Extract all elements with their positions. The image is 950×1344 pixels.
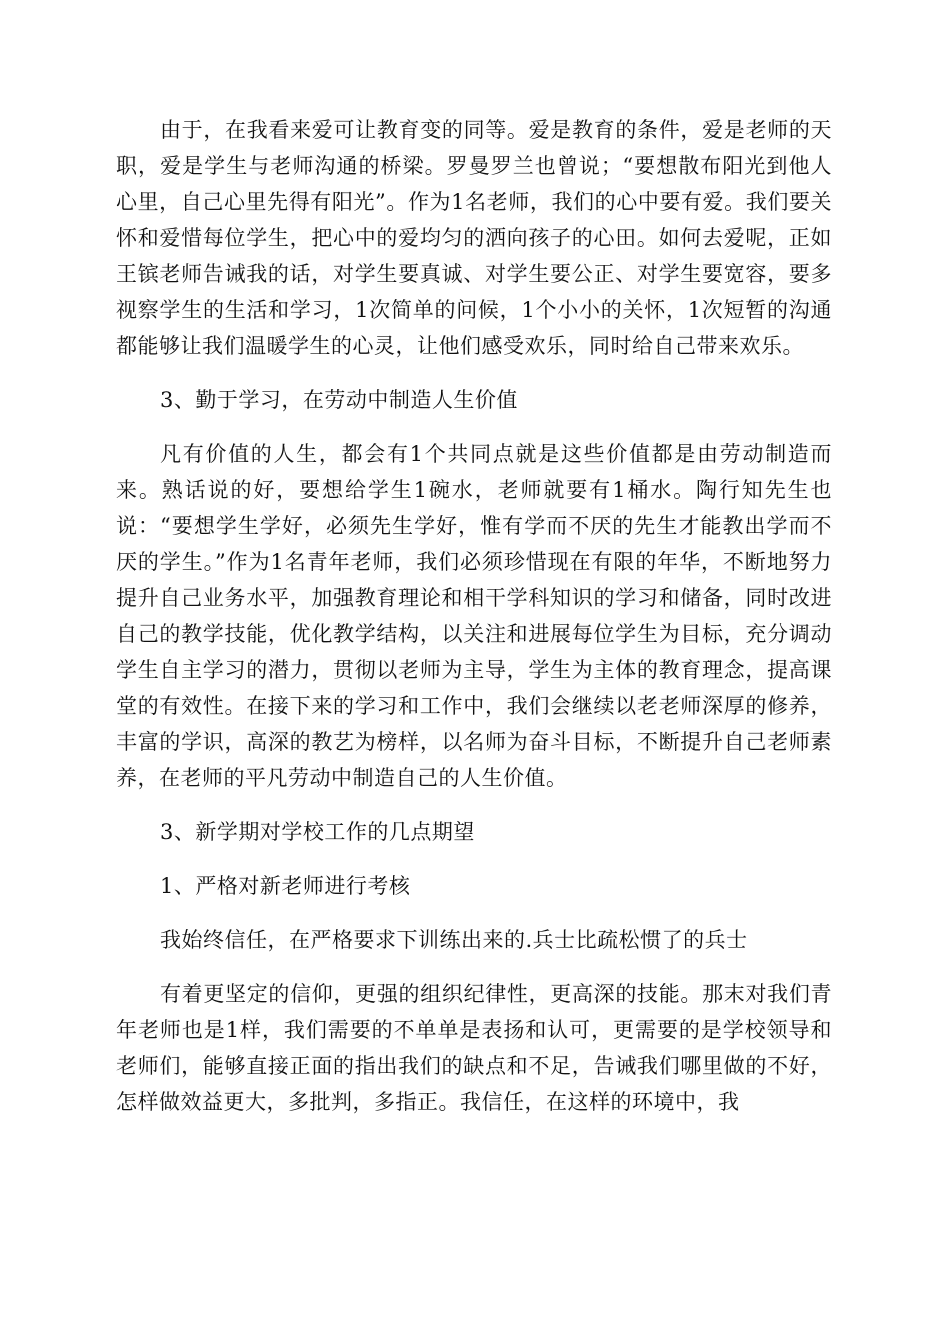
paragraph-love-in-education: 由于，在我看来爱可让教育变的同等。爱是教育的条件，爱是老师的天职，爱是学生与老师沟通的桥梁。罗曼罗兰也曾说；“要想散布阳光到他人心里，自己心里先得有阳光”。作为1名老师，我们的心中要有爱。我们要关怀和爱惜每位学生，把心中的爱均匀的洒向孩子的心田。如何去爱呢，正如王镔老师告诫我的话，对学生要真诚、对学生要公正、对学生要宽容，要多视察学生的生活和学习，1次简单的问候，1个小小的关怀，1次短暂的沟通都能够让我们温暖学生的心灵，让他们感受欢乐，同时给自己带来欢乐。 xyxy=(116,118,832,358)
section-heading-diligent-learning: 3、勤于学习，在劳动中制造人生价值 xyxy=(160,388,518,412)
section-heading-new-semester-expectations: 3、新学期对学校工作的几点期望 xyxy=(160,820,475,844)
document-body xyxy=(116,112,832,1120)
paragraph-criticism-and-guidance: 有着更坚定的信仰，更强的组织纪律性，更高深的技能。那末对我们青年老师也是1样，我们需要的不单单是表扬和认可，更需要的是学校领导和老师们，能够直接正面的指出我们的缺点和不足，告诫我们哪里做的不好，怎样做效益更大，多批判，多指正。我信任，在这样的环境中，我 xyxy=(116,982,832,1114)
paragraph-value-through-labor: 凡有价值的人生，都会有1个共同点就是这些价值都是由劳动制造而来。熟话说的好，要想给学生1碗水，老师就要有1桶水。陶行知先生也说：“要想学生学好，必须先生学好，惟有学而不厌的先生才能教出学而不厌的学生。”作为1名青年老师，我们必须珍惜现在有限的年华，不断地努力提升自己业务水平，加强教育理论和相干学科知识的学习和储备，同时改进自己的教学技能，优化教学结构，以关注和进展每位学生为目标，充分调动学生自主学习的潜力，贯彻以老师为主导，学生为主体的教育理念，提高课堂的有效性。在接下来的学习和工作中，我们会继续以老老师深厚的修养，丰富的学识，高深的教艺为榜样，以名师为奋斗目标，不断提升自己老师素养，在老师的平凡劳动中制造自己的人生价值。 xyxy=(116,442,832,790)
subheading-strict-assessment: 1、严格对新老师进行考核 xyxy=(160,874,411,898)
paragraph-soldier-metaphor: 我始终信任，在严格要求下训练出来的.兵士比疏松惯了的兵士 xyxy=(160,928,748,952)
